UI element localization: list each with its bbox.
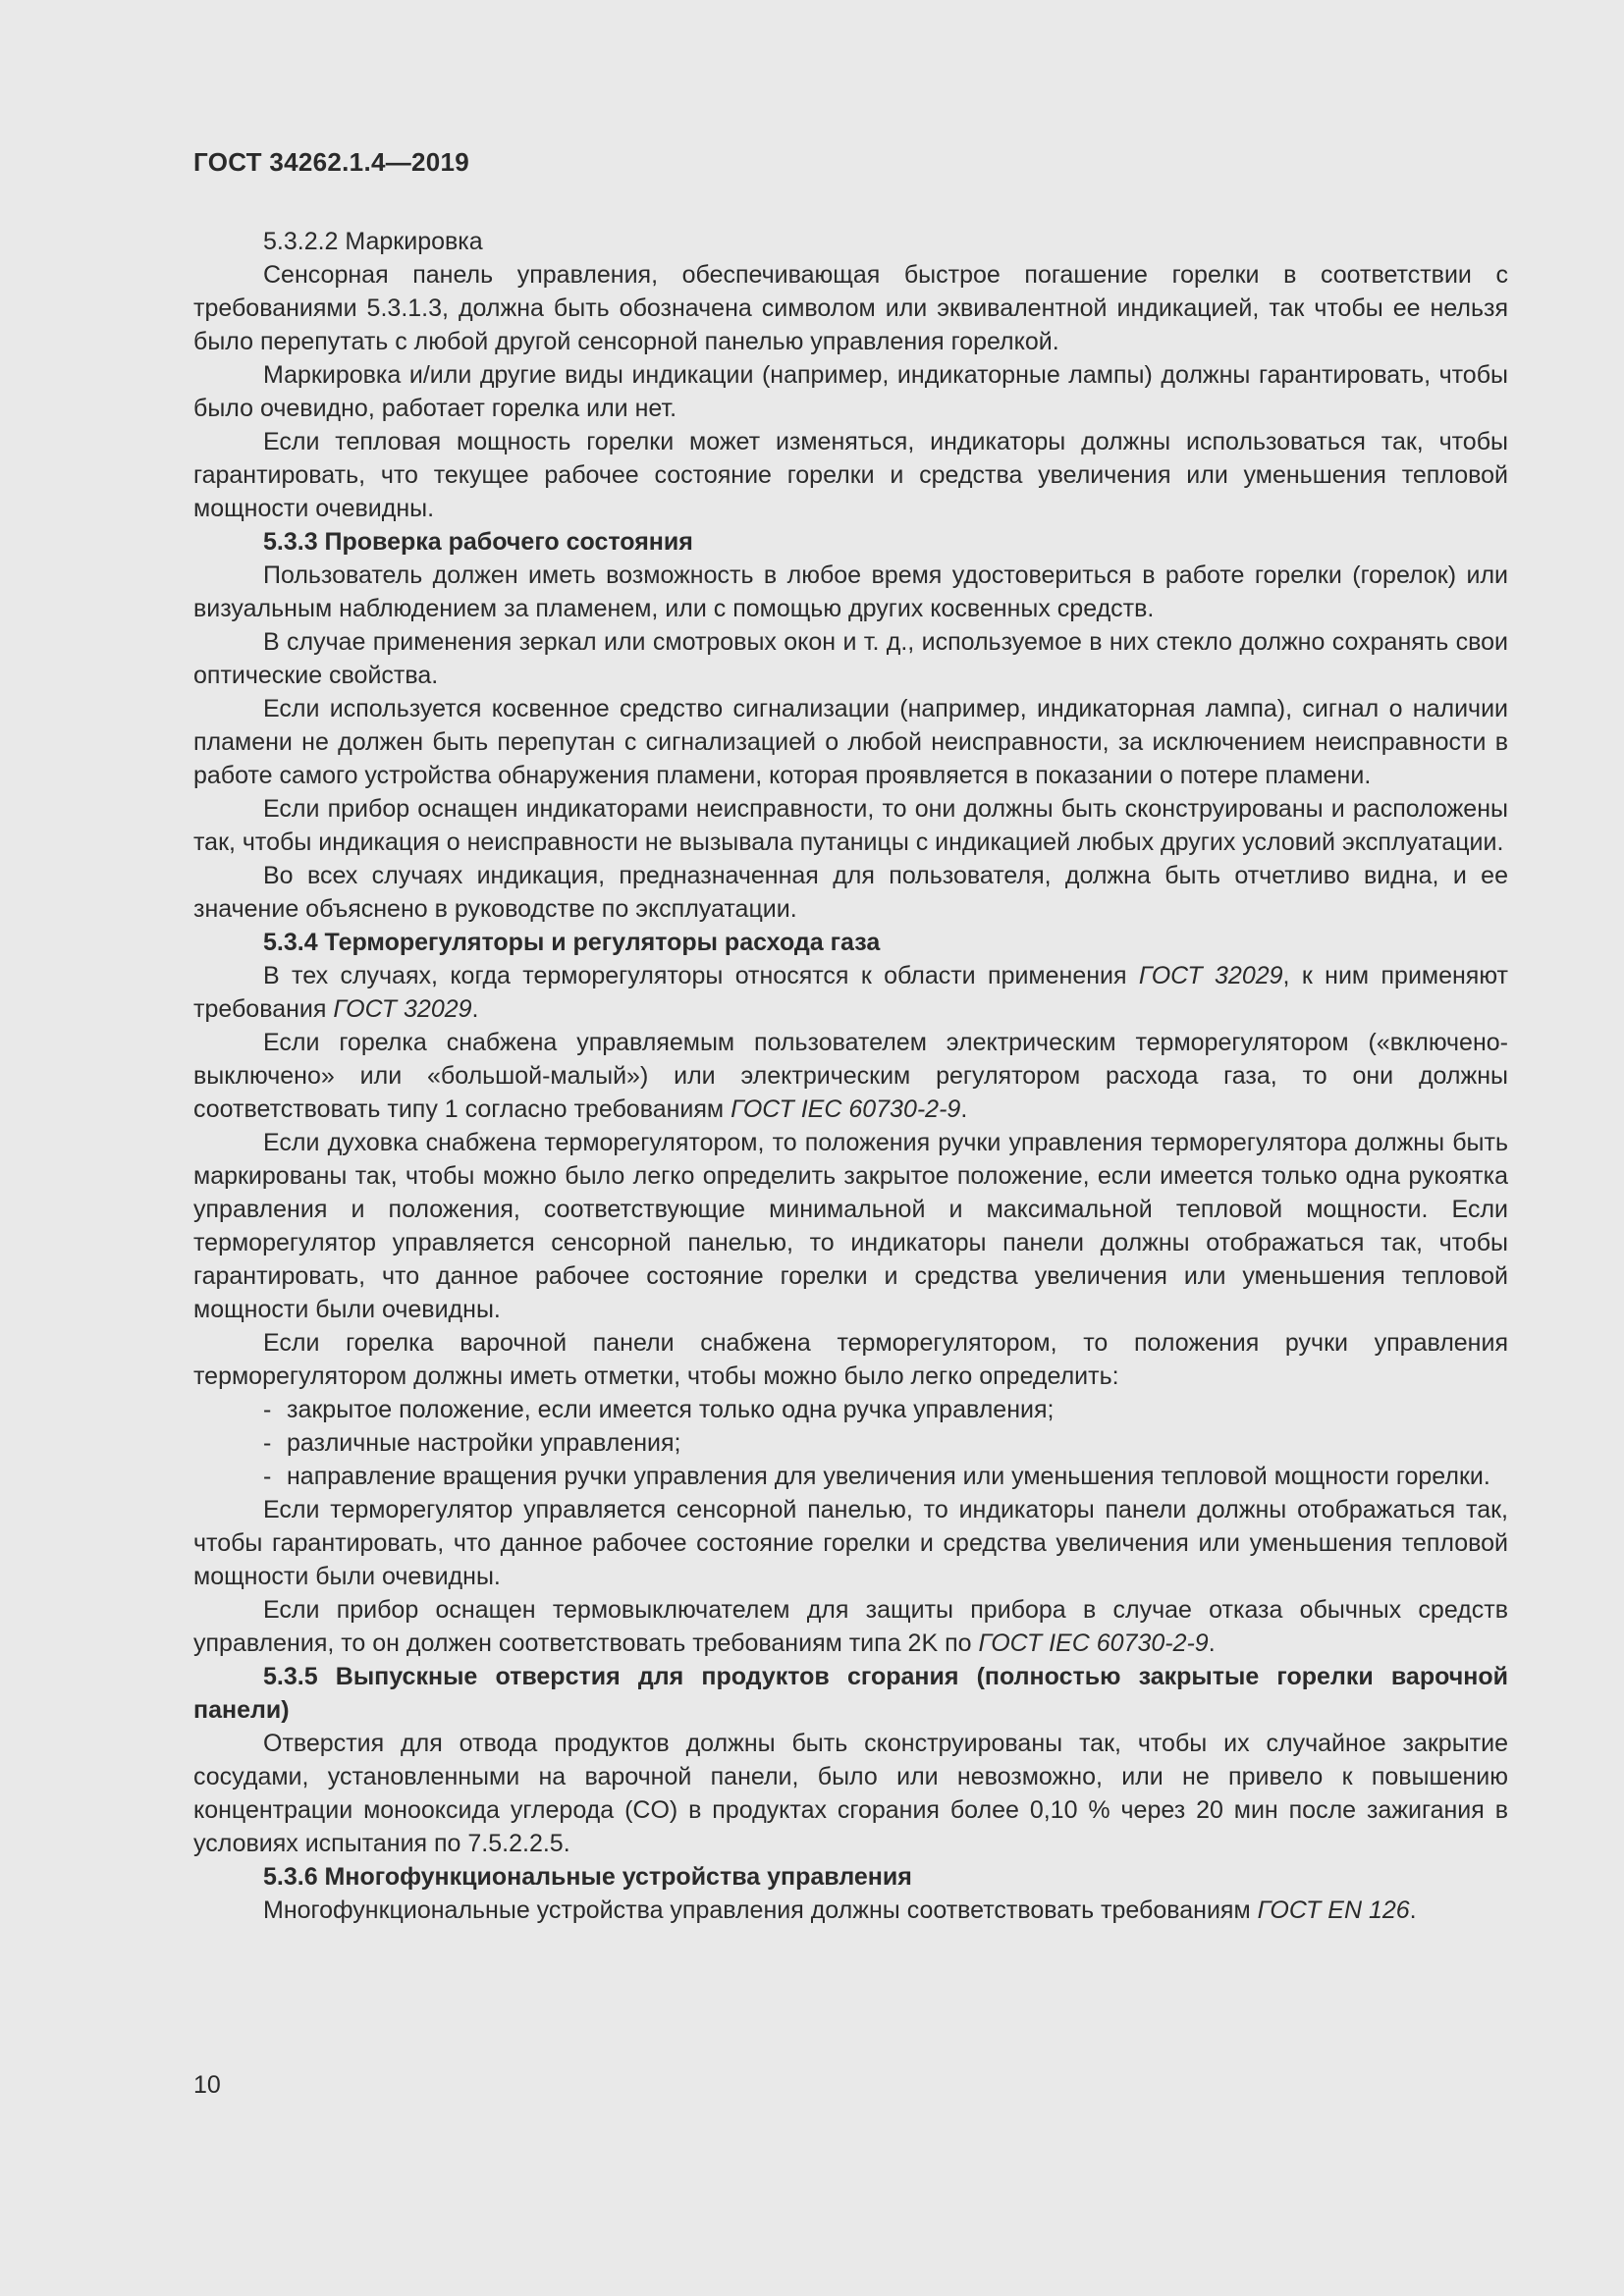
paragraph <box>193 1894 1508 1927</box>
list-item <box>193 1460 1508 1493</box>
section-title-5-3-2-2: 5.3.2.2 Маркировка <box>263 228 483 255</box>
standard-reference: ГОСТ IEC 60730-2-9 <box>731 1095 961 1123</box>
text-run: Если горелка снабжена управляемым пользователем электрическим терморегулятором («включено-выключено» или «большой-малый») или электрическим регулятором расхода газа, то они должны соответствовать типу 1 согласно требованиям <box>193 1029 1508 1123</box>
list-dash: - <box>263 1429 272 1457</box>
text-run: . <box>960 1095 968 1123</box>
text-run: . <box>1208 1629 1216 1657</box>
paragraph: Во всех случаях индикация, предназначенная для пользователя, должна быть отчетливо видна, и ее значение объяснено в руководстве по эксплуатации. <box>193 862 1508 923</box>
paragraph <box>193 959 1508 1026</box>
document-header: ГОСТ 34262.1.4—2019 <box>193 147 470 177</box>
paragraph: Если используется косвенное средство сигнализации (например, индикаторная лампа), сигнал о наличии пламени не должен быть перепутан с сигнализацией о любой неисправности, за исключением неисправности в работе самого устройства обнаружения пламени, которая проявляется в показании о потере пламени. <box>193 695 1508 789</box>
list-item <box>193 1393 1508 1426</box>
paragraph: Маркировка и/или другие виды индикации (например, индикаторные лампы) должны гарантировать, чтобы было очевидно, работает горелка или нет. <box>193 361 1508 422</box>
standard-reference: ГОСТ IEC 60730-2-9 <box>978 1629 1209 1657</box>
paragraph: Если тепловая мощность горелки может изменяться, индикаторы должны использоваться так, чтобы гарантировать, что текущее рабочее состояние горелки и средства увеличения или уменьшения тепловой мощности очевидны. <box>193 428 1508 522</box>
paragraph: Если духовка снабжена терморегулятором, то положения ручки управления терморегулятора должны быть маркированы так, чтобы можно было легко определить закрытое положение, если имеется только одна рукоятка управления и положения, соответствующие минимальной и максимальной тепловой мощности. Если терморегулятор управляется сенсорной панелью, то индикаторы панели должны отображаться так, чтобы гарантировать, что данное рабочее состояние горелки и средства увеличения или уменьшения тепловой мощности были очевидны. <box>193 1129 1508 1323</box>
paragraph: Сенсорная панель управления, обеспечивающая быстрое погашение горелки в соответствии с требованиями 5.3.1.3, должна быть обозначена символом или эквивалентной индикацией, так чтобы ее нельзя было перепутать с любой другой сенсорной панелью управления горелкой. <box>193 261 1508 355</box>
text-run: Многофункциональные устройства управления должны соответствовать требованиям <box>263 1896 1258 1924</box>
list-item-text: закрытое положение, если имеется только одна ручка управления; <box>287 1396 1055 1423</box>
standard-reference: ГОСТ 32029 <box>333 995 472 1023</box>
section-heading-5-3-3: 5.3.3 Проверка рабочего состояния <box>263 528 693 556</box>
page-number: 10 <box>193 2071 221 2099</box>
section-heading-5-3-6: 5.3.6 Многофункциональные устройства управления <box>263 1863 912 1891</box>
document-body <box>193 225 1508 1927</box>
list-dash: - <box>263 1396 272 1423</box>
list-dash: - <box>263 1463 272 1490</box>
paragraph: Если прибор оснащен индикаторами неисправности, то они должны быть сконструированы и расположены так, чтобы индикация о неисправности не вызывала путаницы с индикацией любых других условий эксплуатации. <box>193 795 1508 856</box>
paragraph: Пользователь должен иметь возможность в любое время удостовериться в работе горелки (горелок) или визуальным наблюдением за пламенем, или с помощью других косвенных средств. <box>193 561 1508 622</box>
paragraph <box>193 1026 1508 1126</box>
paragraph: Если горелка варочной панели снабжена терморегулятором, то положения ручки управления терморегулятором должны иметь отметки, чтобы можно было легко определить: <box>193 1329 1508 1390</box>
section-heading-5-3-5: 5.3.5 Выпускные отверстия для продуктов сгорания (полностью закрытые горелки варочной панели) <box>193 1663 1508 1724</box>
list-item-text: направление вращения ручки управления для увеличения или уменьшения тепловой мощности горелки. <box>287 1463 1490 1490</box>
text-run: Если прибор оснащен термовыключателем для защиты прибора в случае отказа обычных средств управления, то он должен соответствовать требованиям типа 2K по <box>193 1596 1508 1657</box>
section-heading-5-3-4: 5.3.4 Терморегуляторы и регуляторы расхода газа <box>263 929 881 956</box>
paragraph: В случае применения зеркал или смотровых окон и т. д., используемое в них стекло должно сохранять свои оптические свойства. <box>193 628 1508 689</box>
text-run: . <box>1409 1896 1417 1924</box>
text-run: . <box>471 995 479 1023</box>
paragraph: Отверстия для отвода продуктов должны быть сконструированы так, чтобы их случайное закрытие сосудами, установленными на варочной панели, было или невозможно, или не привело к повышению концентрации монооксида углерода (CO) в продуктах сгорания более 0,10 % через 20 мин после зажигания в условиях испытания по 7.5.2.2.5. <box>193 1730 1508 1857</box>
paragraph: Если терморегулятор управляется сенсорной панелью, то индикаторы панели должны отображаться так, чтобы гарантировать, что данное рабочее состояние горелки и средства увеличения или уменьшения тепловой мощности были очевидны. <box>193 1496 1508 1590</box>
standard-reference: ГОСТ 32029 <box>1138 962 1283 989</box>
list-item <box>193 1426 1508 1460</box>
standard-reference: ГОСТ EN 126 <box>1257 1896 1410 1924</box>
list-item-text: различные настройки управления; <box>287 1429 681 1457</box>
text-run: В тех случаях, когда терморегуляторы относятся к области применения <box>263 962 1139 989</box>
text-run: , к ним применяют требования <box>193 962 1508 1023</box>
paragraph <box>193 1593 1508 1660</box>
